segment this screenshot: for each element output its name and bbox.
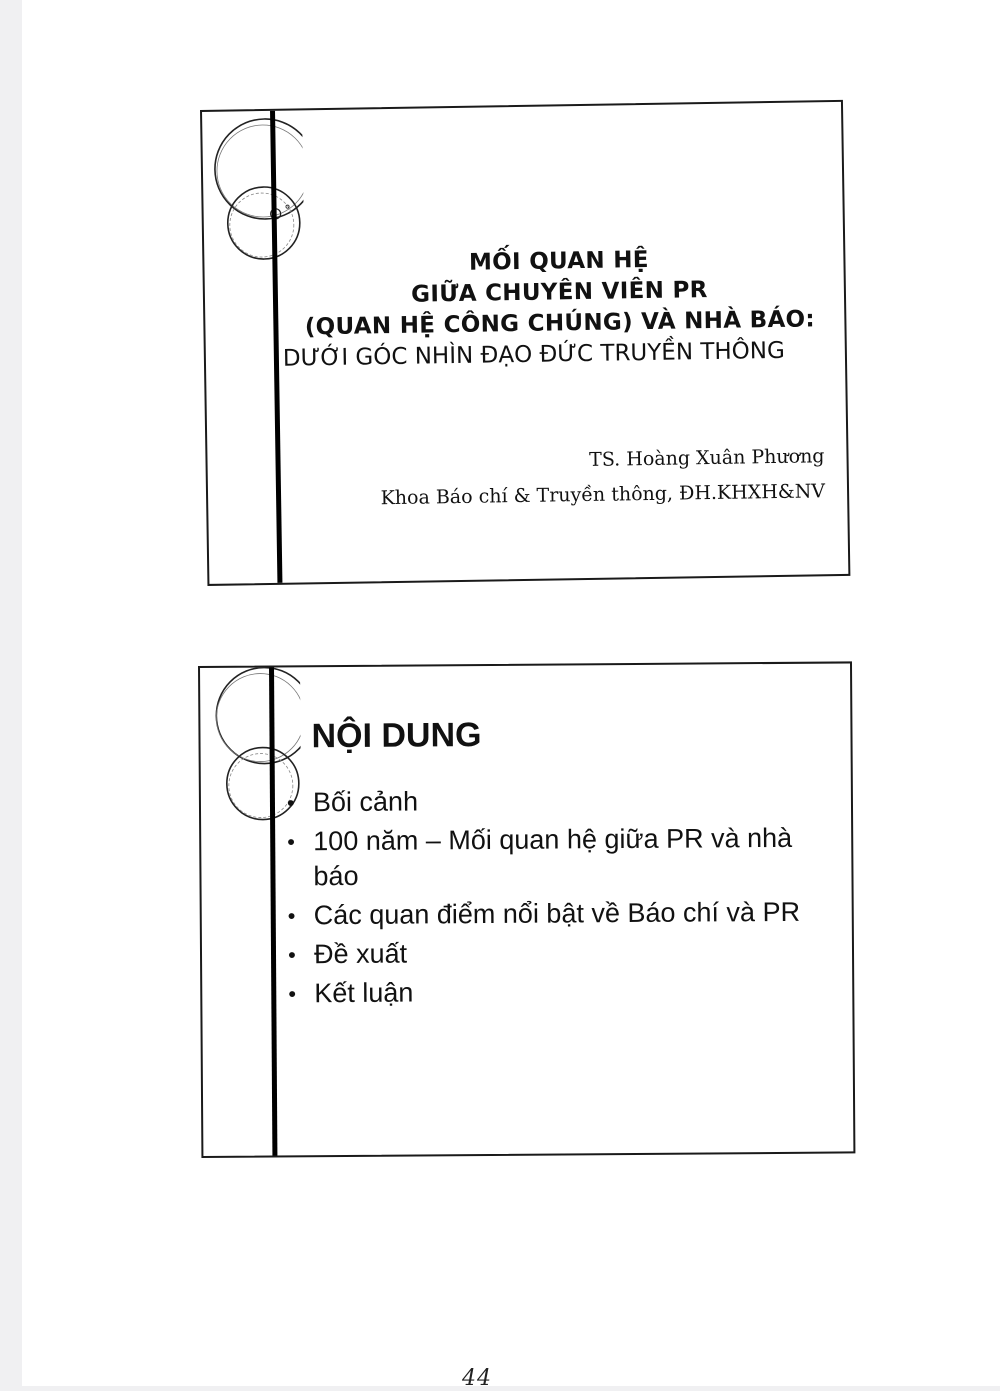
bullet-list [283,782,825,1016]
list-item: • Các quan điểm nổi bật về Báo chí và PR [284,895,824,934]
bullet-icon: • [286,790,295,816]
page-number: 44 [462,1366,492,1391]
list-item: • Đề xuất [284,934,824,973]
list-item: • Bối cảnh [283,782,823,821]
title-slide [200,100,850,586]
slide-title-line-3: (QUAN HỆ CÔNG CHÚNG) VÀ NHÀ BÁO: [304,306,816,341]
bullet-icon: • [287,829,296,855]
contents-slide [198,661,855,1158]
slide-subtitle: DƯỚI GÓC NHÌN ĐẠO ĐỨC TRUYỀN THÔNG [282,337,786,372]
bullet-icon: • [288,981,297,1007]
slide-title-line-1: MỐI QUAN HỆ [468,246,650,276]
bullet-icon: • [287,903,296,929]
slide-title-line-2: GIỮA CHUYÊN VIÊN PR [410,277,708,308]
author-name: TS. Hoàng Xuân Phương [589,445,825,471]
list-item: • Kết luận [284,973,824,1012]
list-item: • 100 năm – Mối quan hệ giữa PR và nhà báo [287,822,793,892]
author-affiliation: Khoa Báo chí & Truyền thông, ĐH.KHXH&NV [380,480,826,510]
document-page [22,0,1000,1391]
slide-title: NỘI DUNG [311,716,482,756]
slide-title-block [284,242,835,374]
bullet-icon: • [287,942,296,968]
